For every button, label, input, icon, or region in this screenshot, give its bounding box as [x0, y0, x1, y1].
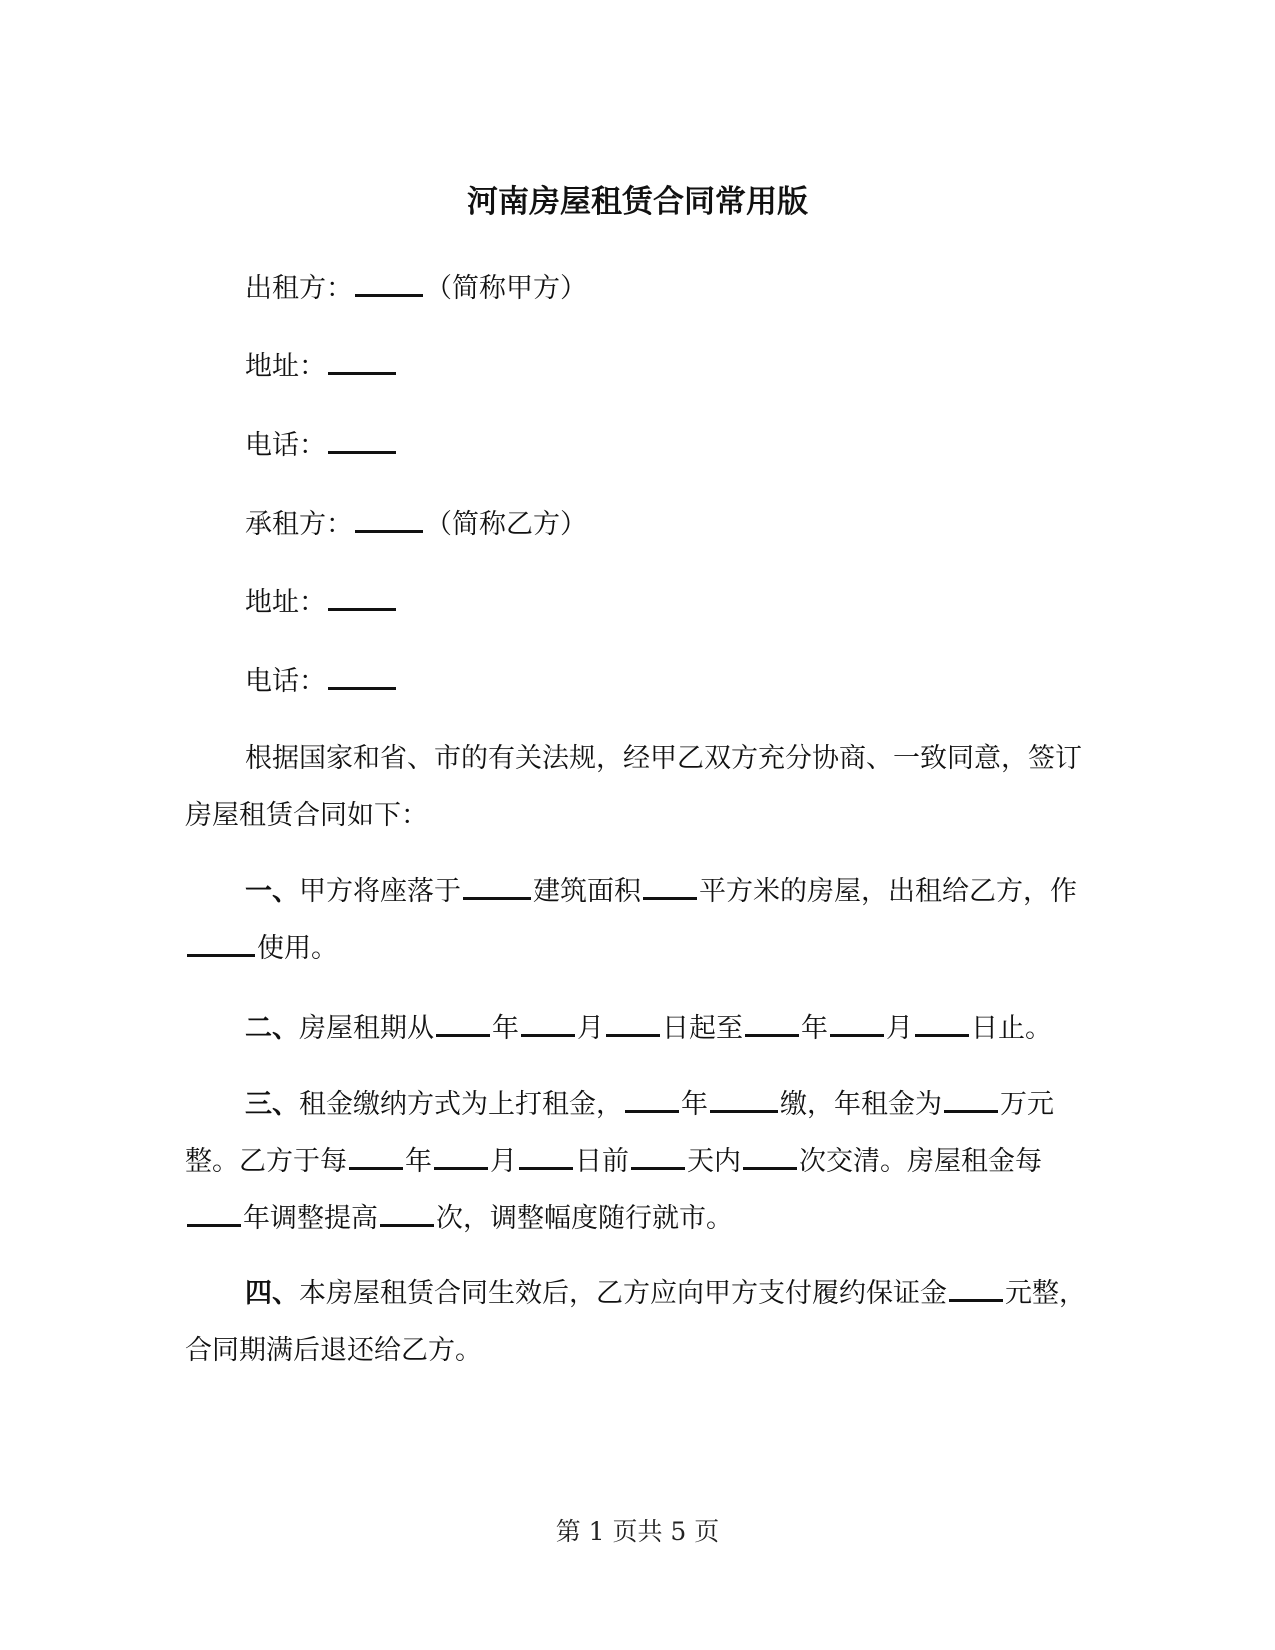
lessee-phone-label: 电话： [245, 666, 326, 697]
clause-3-blank-4[interactable] [434, 1141, 488, 1170]
lessee-line [245, 504, 587, 545]
intro-paragraph: 根据国家和省、市的有关法规，经甲乙双方充分协商、一致同意，签订房屋租赁合同如下： [185, 743, 1082, 831]
clause-3 [185, 1076, 1090, 1247]
clause-2-blank-end-year[interactable] [745, 1008, 799, 1037]
lessor-phone-label: 电话： [245, 430, 326, 461]
lessee-address-label: 地址： [245, 587, 326, 618]
lessor-address-blank[interactable] [328, 346, 396, 375]
lessor-phone-line [245, 425, 398, 466]
clause-4 [185, 1265, 1090, 1379]
lessee-address-blank[interactable] [328, 582, 396, 611]
clause-2 [185, 1000, 1090, 1057]
lessee-label: 承租方： [245, 509, 353, 540]
lessor-suffix: （简称甲方） [425, 273, 587, 304]
clause-2-text-5: 年 [801, 1013, 828, 1044]
lessee-phone-line [245, 661, 398, 702]
clause-1-number: 一、 [245, 876, 299, 907]
lessor-address-line [245, 346, 398, 387]
clause-1 [185, 863, 1090, 977]
clause-3-text-4: 万元整。乙方于每 [185, 1089, 1054, 1177]
clause-2-number: 二、 [245, 1013, 299, 1044]
clause-2-text-1: 房屋租期从 [299, 1013, 434, 1044]
clause-3-text-2: 年 [681, 1089, 708, 1120]
clause-3-blank-1[interactable] [625, 1084, 679, 1113]
lessee-phone-blank[interactable] [328, 661, 396, 690]
clause-2-blank-start-day[interactable] [606, 1008, 660, 1037]
page-footer: 第 1 页共 5 页 [555, 1517, 720, 1546]
clause-2-blank-end-month[interactable] [830, 1008, 884, 1037]
clause-3-text-7: 日前 [575, 1146, 629, 1177]
clause-3-blank-8[interactable] [187, 1198, 241, 1227]
clause-3-text-5: 年 [405, 1146, 432, 1177]
document-title: 河南房屋租赁合同常用版 [467, 184, 808, 220]
clause-3-text-10: 年调整提高 [243, 1203, 378, 1234]
clause-3-text-6: 月 [490, 1146, 517, 1177]
clause-3-blank-rent[interactable] [944, 1084, 998, 1113]
clause-3-text-8: 天内 [687, 1146, 741, 1177]
clause-2-blank-end-day[interactable] [915, 1008, 969, 1037]
clause-4-text-2: 元整，合同期满后退还给乙方。 [185, 1278, 1086, 1366]
clause-2-blank-start-month[interactable] [521, 1008, 575, 1037]
clause-4-blank-deposit[interactable] [949, 1273, 1003, 1302]
lessee-suffix: （简称乙方） [425, 509, 587, 540]
clause-3-text-3: 缴，年租金为 [780, 1089, 942, 1120]
clause-3-blank-6[interactable] [631, 1141, 685, 1170]
clause-1-text-2: 建筑面积 [533, 876, 641, 907]
clause-1-text-1: 甲方将座落于 [299, 876, 461, 907]
lessor-blank[interactable] [355, 268, 423, 297]
clause-3-text-9: 次交清。房屋租金每 [799, 1146, 1042, 1177]
clause-4-number: 四、 [245, 1278, 299, 1309]
clause-2-text-7: 日止。 [971, 1013, 1052, 1044]
clause-4-text-1: 本房屋租赁合同生效后，乙方应向甲方支付履约保证金 [299, 1278, 947, 1309]
clause-3-blank-2[interactable] [710, 1084, 778, 1113]
clause-1-blank-area[interactable] [643, 871, 697, 900]
clause-3-number: 三、 [245, 1089, 299, 1120]
clause-1-blank-location[interactable] [463, 871, 531, 900]
lessor-phone-blank[interactable] [328, 425, 396, 454]
clause-2-text-6: 月 [886, 1013, 913, 1044]
clause-3-text-11: 次，调整幅度随行就市。 [436, 1203, 733, 1234]
clause-3-blank-5[interactable] [519, 1141, 573, 1170]
lessor-label: 出租方： [245, 273, 353, 304]
lessee-address-line [245, 582, 398, 623]
clause-2-blank-start-year[interactable] [436, 1008, 490, 1037]
clause-1-blank-use[interactable] [187, 928, 255, 957]
clause-3-blank-3[interactable] [349, 1141, 403, 1170]
clause-3-blank-7[interactable] [743, 1141, 797, 1170]
lessor-address-label: 地址： [245, 351, 326, 382]
clause-2-text-2: 年 [492, 1013, 519, 1044]
lessor-line [245, 268, 587, 309]
clause-1-text-3: 平方米的房屋，出租给乙方，作 [699, 876, 1077, 907]
clause-1-text-4: 使用。 [257, 933, 338, 964]
clause-2-text-3: 月 [577, 1013, 604, 1044]
clause-3-text-1: 租金缴纳方式为上打租金， [299, 1089, 623, 1120]
clause-3-blank-9[interactable] [380, 1198, 434, 1227]
lessee-blank[interactable] [355, 504, 423, 533]
clause-2-text-4: 日起至 [662, 1013, 743, 1044]
